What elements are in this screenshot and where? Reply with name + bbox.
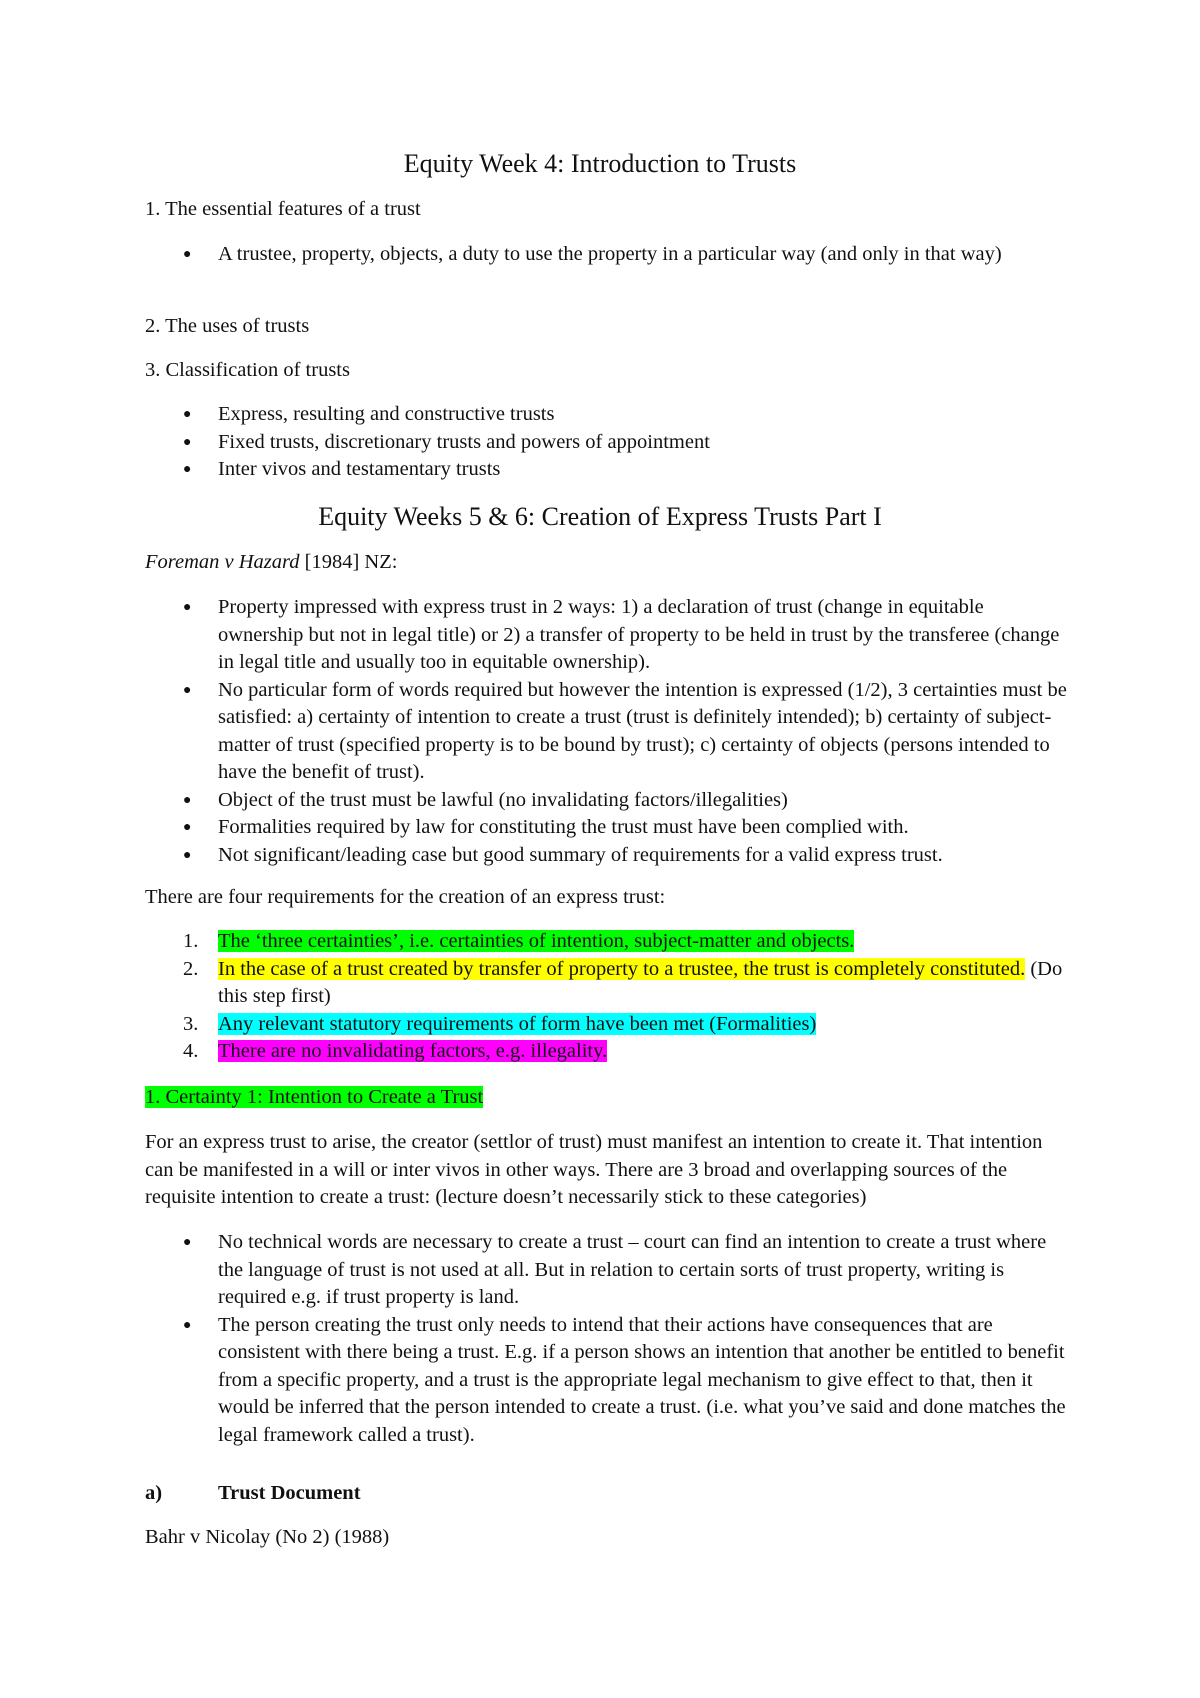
list-item: ● The person creating the trust only needs to intend that their actions have consequences that are consistent with there being a trust. E.g. if a person shows an intention that another be entitled to benefit from a specific property, and a trust is the appropriate legal mechanism to give effect to that, then it would be inferred that the person intended to create a trust. (i.e. what you’ve said and done matches the legal framework called a trust). bbox=[183, 1313, 1066, 1446]
list-item: ● Formalities required by law for constituting the trust must have been complied with. bbox=[145, 814, 1070, 842]
list-item: ● Not significant/leading case but good summary of requirements for a valid express trust. bbox=[145, 842, 1070, 870]
bullet-icon: ● bbox=[183, 407, 192, 422]
highlighted-text: There are no invalidating factors, e.g. illegality. bbox=[218, 1040, 608, 1062]
section-title-weeks5-6: Equity Weeks 5 & 6: Creation of Express Trusts Part I bbox=[318, 502, 882, 531]
certainty1-heading: 1. Certainty 1: Intention to Create a Trust bbox=[145, 1086, 484, 1108]
list-item: ● No technical words are necessary to create a trust – court can find an intention to create a trust where the language of trust is not used at all. But in relation to certain sorts of trust property, writing is required e.g. if trust property is land. bbox=[183, 1231, 1047, 1308]
list-item: ● Inter vivos and testamentary trusts bbox=[145, 456, 1070, 484]
bullet-icon: ● bbox=[183, 462, 192, 477]
requirement-item: 2. In the case of a trust created by transfer of property to a trustee, the trust is completely constituted. (Do this step first) bbox=[183, 957, 1063, 1007]
bullet-icon: ● bbox=[183, 792, 192, 808]
requirement-item: 3. Any relevant statutory requirements of form have been met (Formalities) bbox=[183, 1012, 817, 1035]
certainty1-list bbox=[145, 1229, 1070, 1449]
requirements-list bbox=[145, 928, 1070, 1066]
subheading-trust-document: a) Trust Document bbox=[145, 1482, 361, 1504]
bullet-icon: ● bbox=[183, 682, 192, 698]
item-uses-of-trusts: 2. The uses of trusts bbox=[145, 315, 310, 337]
highlighted-text: In the case of a trust created by transfer of property to a trustee, the trust is completely constituted. bbox=[218, 957, 1026, 980]
highlighted-text: Any relevant statutory requirements of form have been met (Formalities) bbox=[218, 1012, 817, 1035]
bullet-icon: ● bbox=[183, 847, 192, 863]
list-item: ● Object of the trust must be lawful (no invalidating factors/illegalities) bbox=[145, 787, 1070, 815]
requirement-item: 4. There are no invalidating factors, e.g. illegality. bbox=[183, 1040, 608, 1062]
requirements-intro: There are four requirements for the creation of an express trust: bbox=[145, 886, 666, 908]
item-classification: 3. Classification of trusts bbox=[145, 359, 350, 381]
list-item: ● Express, resulting and constructive trusts bbox=[145, 401, 1070, 429]
case-heading-bahr: Bahr v Nicolay (No 2) (1988) bbox=[145, 1526, 390, 1548]
bullet-icon: ● bbox=[183, 820, 192, 835]
foreman-list bbox=[145, 594, 1070, 869]
bullet-icon: ● bbox=[183, 1235, 192, 1250]
requirement-item: 1. The ‘three certainties’, i.e. certainties of intention, subject-matter and objects. bbox=[183, 930, 855, 952]
case-name: Foreman v Hazard bbox=[145, 551, 300, 573]
list-item: ● Fixed trusts, discretionary trusts and powers of appointment bbox=[145, 429, 1070, 457]
bullet-icon: ● bbox=[183, 1317, 192, 1333]
case-heading-foreman bbox=[145, 549, 1070, 577]
list-item: ● A trustee, property, objects, a duty to use the property in a particular way (and only in that way) bbox=[145, 241, 1070, 269]
highlighted-text: The ‘three certainties’, i.e. certainties of intention, subject-matter and objects. bbox=[218, 930, 855, 952]
section-title-week4: Equity Week 4: Introduction to Trusts bbox=[403, 149, 797, 178]
item-essential-features: 1. The essential features of a trust bbox=[145, 198, 421, 220]
classification-list bbox=[145, 401, 1070, 484]
essential-features-list bbox=[145, 241, 1070, 269]
case-citation: [1984] NZ: bbox=[299, 551, 398, 573]
list-item: ● No particular form of words required but however the intention is expressed (1/2), 3 certainties must be satisfied: a) certainty of intention to create a trust (trust is definitely intended); b) certainty of subject-matter of trust (specified property is to be bound by trust); c) certainty of objects (persons intended to have the benefit of trust). bbox=[183, 678, 1067, 783]
bullet-icon: ● bbox=[183, 600, 192, 615]
certainty1-paragraph: For an express trust to arise, the creator (settlor of trust) must manifest an intention to create it. That intention can be manifested in a will or inter vivos in other ways. There are 3 broad and overlapping sources of the requisite intention to create a trust: (lecture doesn’t necessarily stick to these categories) bbox=[145, 1131, 1043, 1208]
list-item: ● Property impressed with express trust in 2 ways: 1) a declaration of trust (change in equitable ownership but not in legal title) or 2) a transfer of property to be held in trust by the transferee (change in legal title and usually too in equitable ownership). bbox=[183, 596, 1060, 673]
bullet-icon: ● bbox=[183, 247, 192, 262]
bullet-icon: ● bbox=[183, 434, 192, 450]
